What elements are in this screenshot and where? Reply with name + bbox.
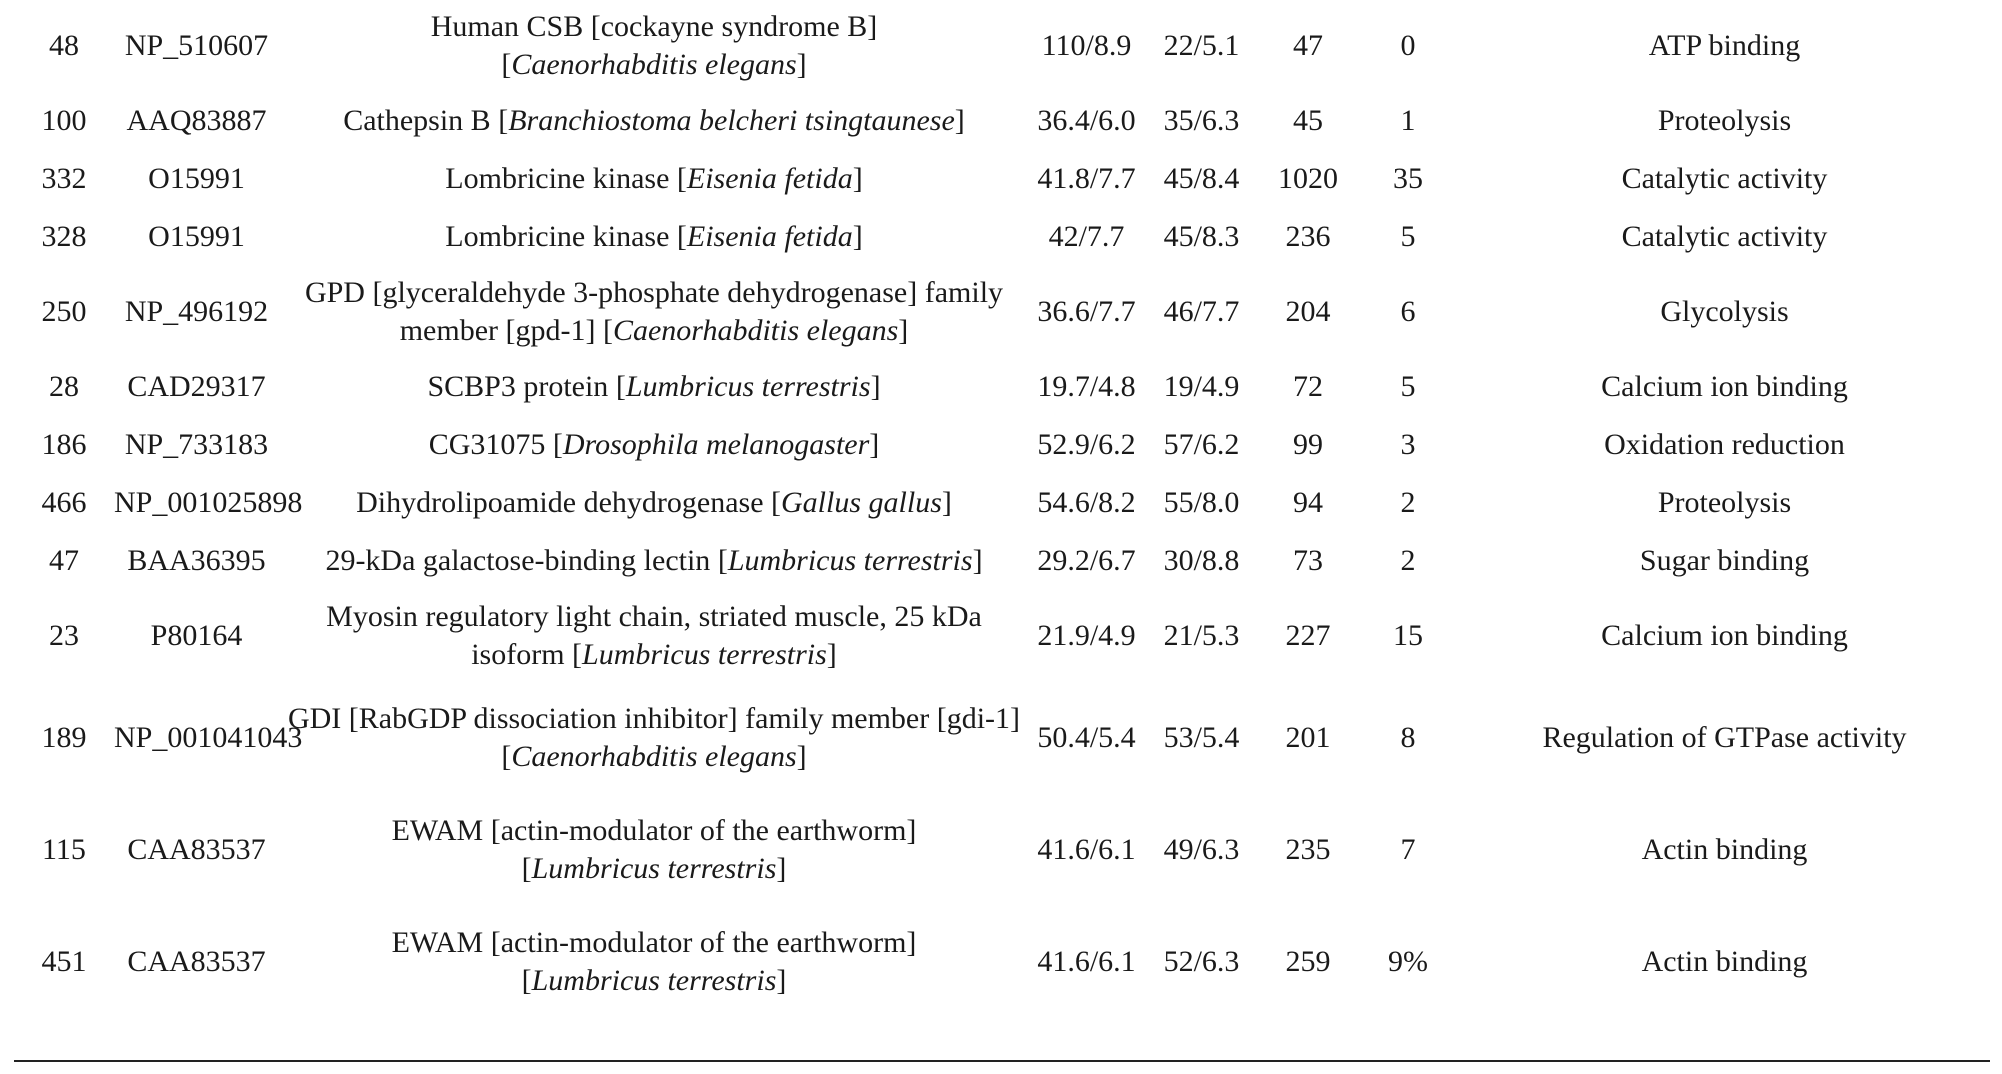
species-name: Drosophila melanogaster [562, 428, 870, 461]
mascot-score: 73 [1293, 544, 1323, 577]
spot-number: 28 [49, 370, 79, 403]
experimental-mass-pi: 55/8.0 [1163, 486, 1240, 519]
spot-number: 100 [41, 104, 87, 137]
mascot-score: 227 [1285, 619, 1331, 652]
experimental-mass-pi: 53/5.4 [1163, 721, 1240, 754]
protein-name: SCBP3 protein [Lumbricus terrestris] [427, 370, 881, 403]
experimental-mass-pi: 45/8.4 [1163, 162, 1240, 195]
mascot-score: 94 [1293, 486, 1323, 519]
protein-name: EWAM [actin-modulator of the earthworm] [Lumbricus terrestris] [391, 814, 917, 885]
protein-name-text: 29-kDa galactose-binding lectin [325, 544, 711, 577]
table-row [14, 266, 1990, 358]
accession-number: NP_510607 [124, 29, 269, 62]
protein-name-text: CG31075 [428, 428, 546, 461]
table-row [14, 416, 1990, 474]
spot-number: 328 [41, 220, 87, 253]
biological-function: Calcium ion binding [1601, 370, 1848, 403]
protein-name: Human CSB [cockayne syndrome B] [Caenorhabditis elegans] [430, 10, 878, 81]
theoretical-mass-pi: 41.6/6.1 [1037, 945, 1136, 978]
mascot-score: 259 [1285, 945, 1331, 978]
accession-number: O15991 [148, 220, 245, 253]
accession-number: CAD29317 [127, 370, 266, 403]
species-name: Caenorhabditis elegans [511, 48, 797, 81]
sequence-coverage: 2 [1400, 544, 1416, 577]
sequence-coverage: 1 [1400, 104, 1416, 137]
protein-name-text: GPD [glyceraldehyde 3-phosphate dehydrogenase] family member [gpd-1] [304, 276, 1004, 347]
theoretical-mass-pi: 21.9/4.9 [1037, 619, 1136, 652]
accession-number: CAA83537 [127, 945, 266, 978]
table-row [14, 474, 1990, 532]
table-bottom-rule [14, 1060, 1990, 1062]
spot-number: 466 [41, 486, 87, 519]
accession-number: NP_001025898 [114, 486, 303, 519]
protein-name-text: EWAM [actin-modulator of the earthworm] [391, 926, 917, 959]
accession-number: NP_496192 [124, 295, 269, 328]
protein-name: 29-kDa galactose-binding lectin [Lumbricus terrestris] [325, 544, 983, 577]
sequence-coverage: 0 [1400, 29, 1416, 62]
theoretical-mass-pi: 41.8/7.7 [1037, 162, 1136, 195]
protein-name: Dihydrolipoamide dehydrogenase [Gallus gallus] [356, 486, 952, 519]
protein-name-text: EWAM [actin-modulator of the earthworm] [391, 814, 917, 847]
protein-name-text: Dihydrolipoamide dehydrogenase [356, 486, 764, 519]
spot-number: 332 [41, 162, 87, 195]
protein-name-text: SCBP3 protein [427, 370, 609, 403]
theoretical-mass-pi: 110/8.9 [1041, 29, 1132, 62]
protein-name-text: Lombricine kinase [445, 162, 670, 195]
protein-name-text: Lombricine kinase [445, 220, 670, 253]
table-row [14, 150, 1990, 208]
theoretical-mass-pi: 36.4/6.0 [1037, 104, 1136, 137]
species-name: Gallus gallus [781, 486, 942, 519]
mascot-score: 235 [1285, 833, 1331, 866]
biological-function: Actin binding [1641, 945, 1808, 978]
protein-name: Lombricine kinase [Eisenia fetida] [445, 162, 863, 195]
accession-number: NP_733183 [124, 428, 269, 461]
protein-name: GDI [RabGDP dissociation inhibitor] family member [gdi-1] [Caenorhabditis elegans] [287, 702, 1021, 773]
spot-number: 23 [49, 619, 79, 652]
experimental-mass-pi: 45/8.3 [1163, 220, 1240, 253]
sequence-coverage: 3 [1400, 428, 1416, 461]
spot-number: 47 [49, 544, 79, 577]
table-body [14, 0, 1990, 1018]
protein-name-text: GDI [RabGDP dissociation inhibitor] family member [gdi-1] [287, 702, 1021, 735]
protein-table [14, 0, 1990, 1018]
biological-function: Glycolysis [1660, 295, 1789, 328]
table-row [14, 208, 1990, 266]
species-name: Lumbricus terrestris [531, 964, 777, 997]
species-name: Branchiostoma belcheri tsingtaunese [508, 104, 955, 137]
sequence-coverage: 2 [1400, 486, 1416, 519]
sequence-coverage: 35 [1393, 162, 1423, 195]
species-name: Lumbricus terrestris [625, 370, 871, 403]
protein-name: EWAM [actin-modulator of the earthworm] [Lumbricus terrestris] [391, 926, 917, 997]
biological-function: Regulation of GTPase activity [1542, 721, 1907, 754]
mascot-score: 1020 [1278, 162, 1338, 195]
protein-name: GPD [glyceraldehyde 3-phosphate dehydrogenase] family member [gpd-1] [Caenorhabditis elegans] [304, 276, 1004, 347]
sequence-coverage: 8 [1400, 721, 1416, 754]
spot-number: 115 [42, 833, 86, 866]
species-name: Eisenia fetida [686, 220, 853, 253]
mascot-score: 236 [1285, 220, 1331, 253]
species-name: Caenorhabditis elegans [612, 314, 899, 347]
mascot-score: 201 [1285, 721, 1331, 754]
mascot-score: 45 [1293, 104, 1323, 137]
table-row [14, 794, 1990, 906]
experimental-mass-pi: 49/6.3 [1163, 833, 1240, 866]
protein-identification-table [14, 0, 1990, 1018]
spot-number: 48 [49, 29, 79, 62]
biological-function: Proteolysis [1657, 486, 1792, 519]
experimental-mass-pi: 22/5.1 [1163, 29, 1240, 62]
mascot-score: 204 [1285, 295, 1331, 328]
accession-number: NP_001041043 [114, 721, 303, 754]
biological-function: ATP binding [1648, 29, 1801, 62]
sequence-coverage: 5 [1400, 220, 1416, 253]
experimental-mass-pi: 46/7.7 [1163, 295, 1240, 328]
sequence-coverage: 5 [1400, 370, 1416, 403]
biological-function: Proteolysis [1657, 104, 1792, 137]
spot-number: 189 [41, 721, 87, 754]
accession-number: O15991 [148, 162, 245, 195]
spot-number: 451 [41, 945, 87, 978]
biological-function: Calcium ion binding [1601, 619, 1848, 652]
accession-number: BAA36395 [127, 544, 266, 577]
theoretical-mass-pi: 50.4/5.4 [1037, 721, 1136, 754]
protein-name: Cathepsin B [Branchiostoma belcheri tsingtaunese] [343, 104, 965, 137]
sequence-coverage: 6 [1400, 295, 1416, 328]
mascot-score: 72 [1293, 370, 1323, 403]
spot-number: 250 [41, 295, 87, 328]
table-row [14, 532, 1990, 590]
protein-name-text: Human CSB [cockayne syndrome B] [430, 10, 878, 43]
biological-function: Oxidation reduction [1604, 428, 1845, 461]
experimental-mass-pi: 21/5.3 [1163, 619, 1240, 652]
sequence-coverage: 15 [1393, 619, 1423, 652]
biological-function: Sugar binding [1639, 544, 1810, 577]
biological-function: Actin binding [1641, 833, 1808, 866]
experimental-mass-pi: 52/6.3 [1163, 945, 1240, 978]
species-name: Lumbricus terrestris [727, 544, 973, 577]
theoretical-mass-pi: 29.2/6.7 [1037, 544, 1136, 577]
theoretical-mass-pi: 54.6/8.2 [1037, 486, 1136, 519]
species-name: Caenorhabditis elegans [511, 740, 797, 773]
table-row [14, 358, 1990, 416]
table-row [14, 682, 1990, 794]
sequence-coverage: 7 [1400, 833, 1416, 866]
experimental-mass-pi: 30/8.8 [1163, 544, 1240, 577]
theoretical-mass-pi: 52.9/6.2 [1037, 428, 1136, 461]
protein-name: CG31075 [Drosophila melanogaster] [428, 428, 880, 461]
protein-name: Lombricine kinase [Eisenia fetida] [445, 220, 863, 253]
theoretical-mass-pi: 42/7.7 [1048, 220, 1125, 253]
accession-number: AAQ83887 [126, 104, 267, 137]
table-row [14, 590, 1990, 682]
biological-function: Catalytic activity [1621, 162, 1828, 195]
theoretical-mass-pi: 19.7/4.8 [1037, 370, 1136, 403]
table-row [14, 906, 1990, 1018]
sequence-coverage: 9% [1388, 945, 1428, 978]
experimental-mass-pi: 35/6.3 [1163, 104, 1240, 137]
mascot-score: 99 [1293, 428, 1323, 461]
protein-name-text: Cathepsin B [343, 104, 491, 137]
table-row [14, 92, 1990, 150]
experimental-mass-pi: 57/6.2 [1163, 428, 1240, 461]
theoretical-mass-pi: 41.6/6.1 [1037, 833, 1136, 866]
accession-number: P80164 [150, 619, 243, 652]
accession-number: CAA83537 [127, 833, 266, 866]
protein-name: Myosin regulatory light chain, striated muscle, 25 kDa isoform [Lumbricus terrestris] [326, 600, 982, 671]
species-name: Lumbricus terrestris [531, 852, 777, 885]
biological-function: Catalytic activity [1621, 220, 1828, 253]
mascot-score: 47 [1293, 29, 1323, 62]
theoretical-mass-pi: 36.6/7.7 [1037, 295, 1136, 328]
protein-name-text: Myosin regulatory light chain, striated muscle, 25 kDa isoform [326, 600, 982, 671]
table-row [14, 0, 1990, 92]
species-name: Eisenia fetida [686, 162, 853, 195]
experimental-mass-pi: 19/4.9 [1163, 370, 1240, 403]
species-name: Lumbricus terrestris [582, 638, 827, 671]
spot-number: 186 [41, 428, 87, 461]
